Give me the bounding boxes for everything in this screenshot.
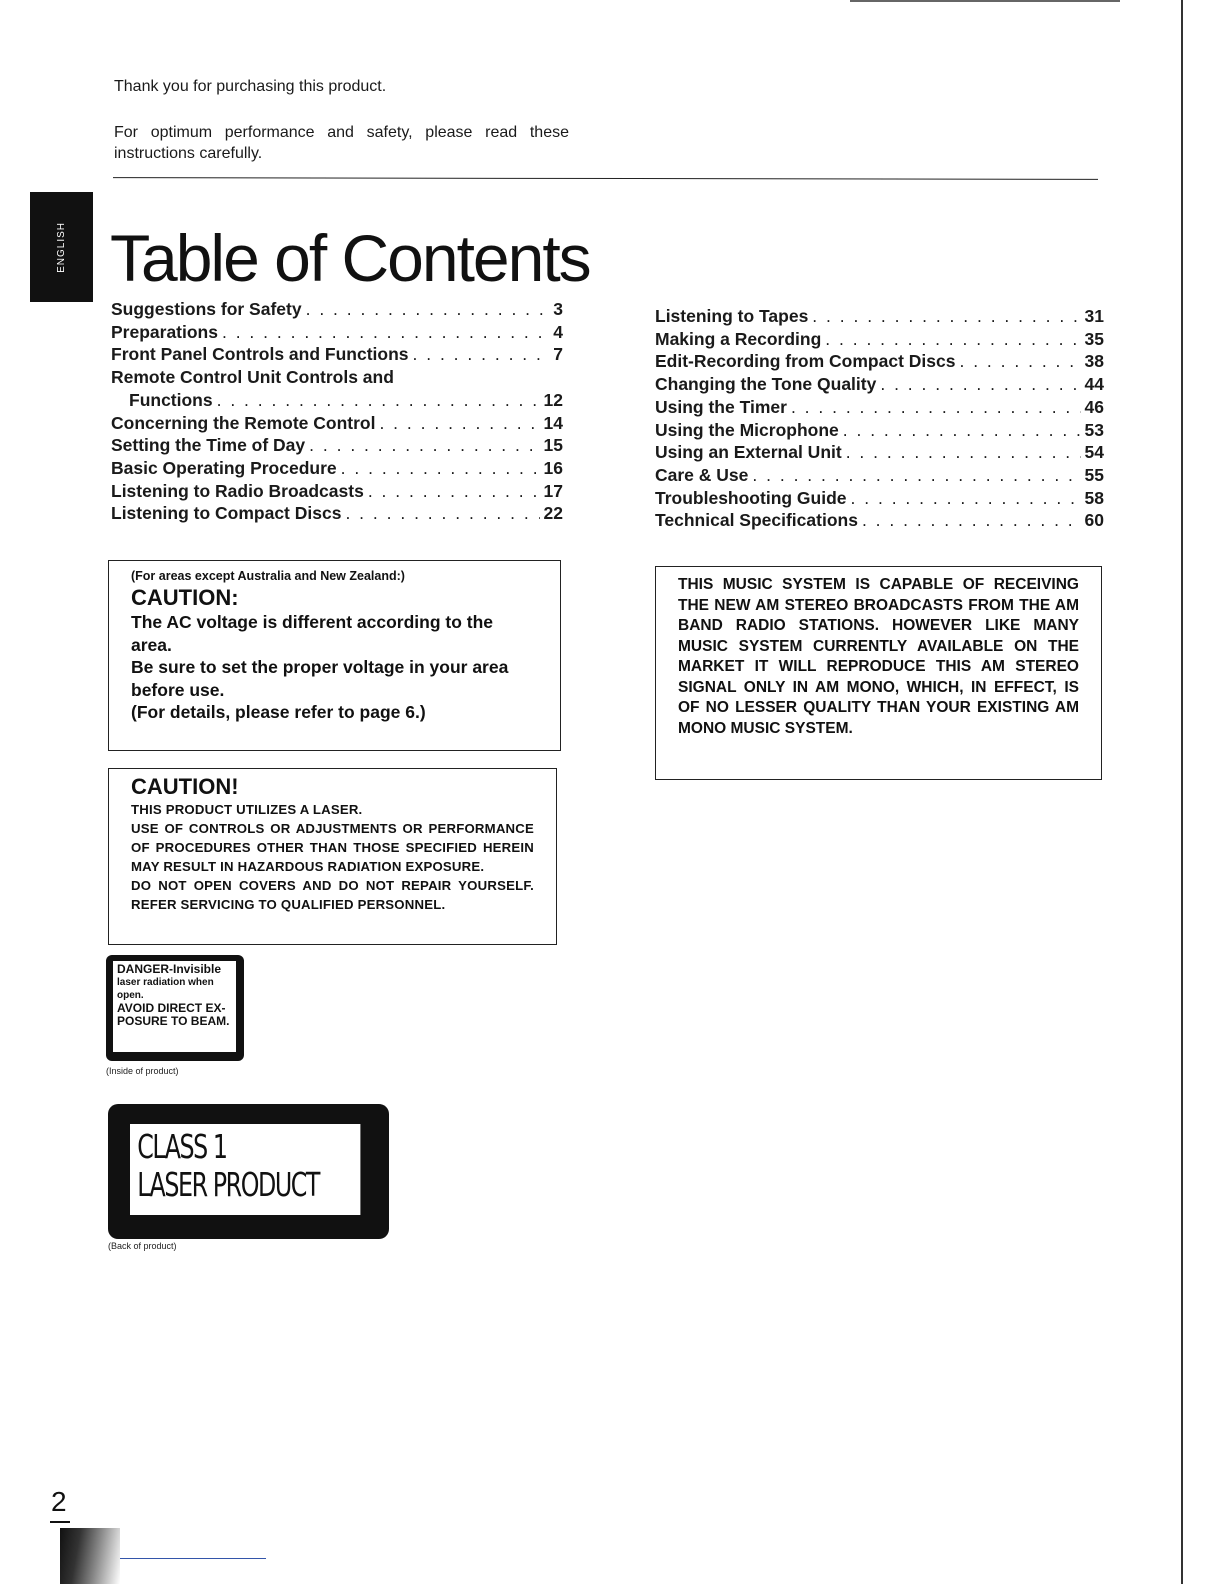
language-tab bbox=[30, 192, 93, 302]
toc-entry bbox=[655, 328, 1104, 351]
toc-entry bbox=[655, 305, 1104, 328]
toc-entry-page: 58 bbox=[1084, 487, 1104, 508]
toc-entry-title: Care & Use bbox=[655, 464, 749, 485]
toc-entry bbox=[655, 487, 1104, 510]
toc-leader-dots bbox=[846, 441, 1081, 464]
toc-entry-page: 15 bbox=[543, 435, 563, 456]
toc-entry bbox=[655, 464, 1104, 487]
toc-entry bbox=[111, 502, 563, 525]
toc-entry bbox=[111, 480, 563, 503]
toc-entry bbox=[111, 343, 563, 366]
toc-entry-page: 55 bbox=[1084, 464, 1104, 485]
toc-entry bbox=[111, 366, 563, 389]
scan-line bbox=[120, 1558, 266, 1559]
caution-voltage-line2: Be sure to set the proper voltage in your area before use. bbox=[131, 657, 509, 700]
toc-entry-page: 4 bbox=[553, 321, 563, 342]
danger-line3: open. bbox=[117, 990, 144, 1001]
scan-artifact bbox=[850, 0, 1120, 2]
caution-laser-line1: THIS PRODUCT UTILIZES A LASER. bbox=[131, 802, 363, 817]
toc-entry-page: 22 bbox=[543, 503, 563, 524]
toc-entry-title: Suggestions for Safety bbox=[111, 299, 302, 319]
toc-leader-dots bbox=[217, 389, 540, 412]
am-stereo-notice: THIS MUSIC SYSTEM IS CAPABLE OF RECEIVING THE NEW AM STEREO BROADCASTS FROM THE AM BAND RADIO STATIONS. HOWEVER LIKE MANY MUSIC SYSTEM CURRENTLY AVAILABLE ON THE MARKET IT WILL REPRODUCE THIS AM STEREO SIGNAL ONLY IN AM MONO, WHICH, IN EFFECT, IS OF NO LESSER QUALITY THAN YOUR EXISTING AM MONO MUSIC SYSTEM. bbox=[678, 576, 1079, 737]
toc-entry-title: Functions bbox=[129, 389, 213, 410]
toc-leader-dots bbox=[959, 350, 1080, 373]
toc-entry-page: 16 bbox=[543, 457, 563, 478]
toc-right-column bbox=[655, 305, 1104, 532]
toc-entry-page: 14 bbox=[543, 412, 563, 433]
class-line2: LASER PRODUCT bbox=[137, 1165, 320, 1204]
caution-voltage-heading: CAUTION: bbox=[131, 585, 239, 610]
scan-blotch bbox=[60, 1528, 120, 1584]
toc-entry-page: 17 bbox=[543, 480, 563, 501]
page-number: 2 bbox=[51, 1486, 67, 1517]
toc-entry-title: Setting the Time of Day bbox=[111, 435, 306, 456]
toc-entry bbox=[111, 412, 563, 435]
toc-entry-page: 60 bbox=[1084, 510, 1104, 531]
toc-entry bbox=[111, 298, 563, 321]
intro-optimum: For optimum performance and safety, please read these instructions carefully. bbox=[114, 124, 569, 162]
toc-entry-title: Technical Specifications bbox=[655, 510, 858, 531]
toc-entry-title: Listening to Compact Discs bbox=[111, 503, 342, 524]
toc-entry-page: 35 bbox=[1084, 328, 1104, 349]
toc-leader-dots bbox=[341, 457, 540, 480]
caution-voltage-line3: (For details, please refer to page 6.) bbox=[131, 702, 426, 722]
toc-entry-title: Using an External Unit bbox=[655, 442, 842, 463]
divider bbox=[113, 177, 1098, 180]
page-title: Table of Contents bbox=[110, 221, 590, 295]
toc-leader-dots bbox=[413, 343, 550, 366]
toc-entry bbox=[111, 457, 563, 480]
caution-laser-line2: USE OF CONTROLS OR ADJUSTMENTS OR PERFORMANCE OF PROCEDURES OTHER THAN THOSE SPECIFIED HEREIN MAY RESULT IN HAZARDOUS RADIATION EXPOSURE. bbox=[131, 821, 534, 874]
toc-leader-dots bbox=[812, 305, 1080, 328]
toc-entry-page: 44 bbox=[1084, 374, 1104, 395]
caution-voltage-note: (For areas except Australia and New Zealand:) bbox=[131, 569, 405, 583]
toc-entry bbox=[655, 419, 1104, 442]
caution-laser-heading: CAUTION! bbox=[131, 774, 239, 799]
toc-entry-page: 7 bbox=[553, 344, 563, 365]
toc-entry bbox=[111, 389, 563, 412]
toc-entry-page: 54 bbox=[1084, 442, 1104, 463]
caution-voltage-box bbox=[108, 560, 561, 751]
toc-leader-dots bbox=[306, 298, 550, 321]
am-stereo-notice-box bbox=[655, 566, 1102, 780]
toc-leader-dots bbox=[222, 321, 549, 344]
toc-entry-title: Using the Timer bbox=[655, 396, 787, 417]
toc-entry-title: Changing the Tone Quality bbox=[655, 374, 877, 395]
intro-thanks: Thank you for purchasing this product. bbox=[114, 78, 387, 95]
toc-entry bbox=[655, 396, 1104, 419]
toc-entry-page: 53 bbox=[1084, 419, 1104, 440]
toc-leader-dots bbox=[368, 480, 540, 503]
toc-entry bbox=[111, 321, 563, 344]
toc-leader-dots bbox=[843, 419, 1081, 442]
toc-entry-page: 3 bbox=[553, 299, 563, 319]
caution-laser-line3: DO NOT OPEN COVERS AND DO NOT REPAIR YOURSELF. REFER SERVICING TO QUALIFIED PERSONNEL. bbox=[131, 878, 534, 912]
danger-line5: POSURE TO BEAM. bbox=[117, 1014, 230, 1028]
danger-label-caption: (Inside of product) bbox=[106, 1066, 179, 1076]
toc-leader-dots bbox=[880, 373, 1080, 396]
toc-leader-dots bbox=[379, 412, 539, 435]
toc-entry-page: 31 bbox=[1084, 306, 1104, 326]
page-number-underline bbox=[50, 1521, 70, 1523]
caution-laser-box bbox=[108, 768, 557, 945]
language-tab-label: ENGLISH bbox=[56, 221, 67, 273]
toc-entry bbox=[655, 373, 1104, 396]
toc-entry-title: Troubleshooting Guide bbox=[655, 487, 847, 508]
toc-entry-page: 38 bbox=[1084, 351, 1104, 372]
toc-entry-page: 46 bbox=[1084, 396, 1104, 417]
toc-entry-title: Listening to Radio Broadcasts bbox=[111, 480, 364, 501]
toc-entry-title: Edit-Recording from Compact Discs bbox=[655, 351, 956, 372]
caution-voltage-line1: The AC voltage is different according to the area. bbox=[131, 612, 494, 655]
toc-leader-dots bbox=[309, 434, 539, 457]
toc-entry-title: Remote Control Unit Controls and bbox=[111, 367, 394, 388]
toc-entry bbox=[655, 441, 1104, 464]
toc-leader-dots bbox=[791, 396, 1081, 419]
toc-entry-title: Concerning the Remote Control bbox=[111, 412, 376, 433]
toc-leader-dots bbox=[851, 487, 1081, 510]
toc-entry-title: Front Panel Controls and Functions bbox=[111, 344, 409, 365]
toc-entry bbox=[655, 509, 1104, 532]
toc-entry bbox=[111, 434, 563, 457]
toc-entry-title: Using the Microphone bbox=[655, 419, 839, 440]
danger-line4: AVOID DIRECT EX- bbox=[117, 1001, 226, 1015]
page-edge bbox=[1181, 0, 1183, 1584]
toc-entry-title: Listening to Tapes bbox=[655, 306, 809, 326]
toc-leader-dots bbox=[752, 464, 1080, 487]
toc-entry-title: Basic Operating Procedure bbox=[111, 457, 337, 478]
class-label-caption: (Back of product) bbox=[108, 1241, 177, 1251]
toc-left-column bbox=[111, 298, 563, 525]
toc-entry bbox=[655, 350, 1104, 373]
danger-line2: laser radiation when bbox=[117, 977, 214, 988]
class-1-laser-label bbox=[108, 1104, 389, 1239]
toc-leader-dots bbox=[825, 328, 1080, 351]
toc-leader-dots bbox=[862, 509, 1081, 532]
toc-entry-page: 12 bbox=[543, 389, 563, 410]
toc-entry-title: Making a Recording bbox=[655, 328, 822, 349]
danger-laser-label bbox=[106, 955, 244, 1061]
class-line1: CLASS 1 bbox=[137, 1127, 227, 1166]
toc-entry-title: Preparations bbox=[111, 321, 218, 342]
toc-leader-dots bbox=[345, 502, 539, 525]
danger-line1: DANGER-Invisible bbox=[117, 962, 222, 976]
